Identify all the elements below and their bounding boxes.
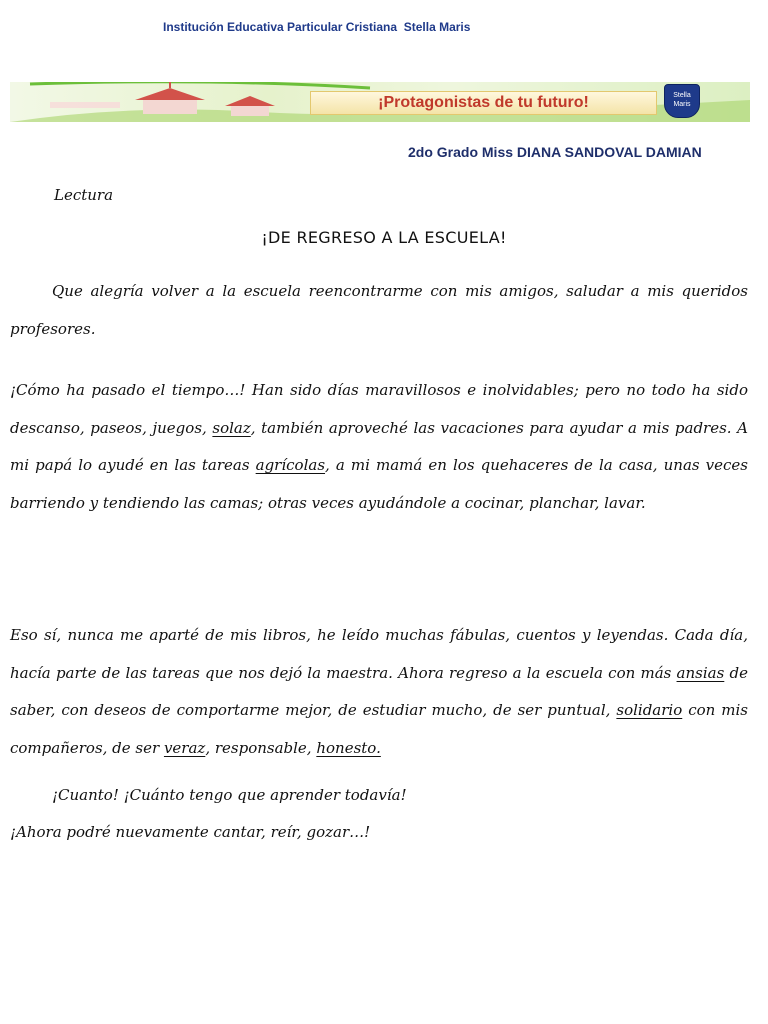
word-ansias: ansias	[676, 663, 725, 682]
banner-slogan: ¡Protagonistas de tu futuro!	[310, 91, 657, 115]
paragraph-1: Que alegría volver a la escuela reencontrarme con mis amigos, saludar a mis queridos profesores.	[10, 282, 748, 338]
school-logo	[664, 84, 700, 118]
p3-text-d: , responsable,	[205, 738, 317, 757]
exclamation-line-1: ¡Cuanto! ¡Cuánto tengo que aprender todavía!	[52, 786, 407, 804]
paragraph-2	[10, 372, 748, 522]
word-solidario: solidario	[616, 701, 683, 720]
paragraph-3	[10, 617, 748, 767]
institution-name: Institución Educativa Particular Cristiana Stella Maris	[163, 20, 471, 34]
header-banner	[10, 82, 750, 122]
p2-text-b: , también aproveché las vacaciones para ayudar a mis padres. A mi papá lo ayudé en las tareas	[10, 418, 748, 475]
p3-text-a: Eso sí, nunca me aparté de mis libros, he leído muchas fábulas, cuentos y leyendas. Cada día, hacía parte de las tareas que nos dejó la maestra. Ahora regreso a la escuela con más	[10, 626, 748, 682]
word-veraz: veraz	[163, 738, 206, 757]
word-solaz: solaz	[212, 418, 251, 437]
p2-text-c: , a mi mamá en los quehaceres de la casa, unas veces barriendo y tendiendo las camas; otras veces ayudándole a cocinar, planchar, lavar.	[10, 456, 748, 512]
exclamation-line-2: ¡Ahora podré nuevamente cantar, reír, gozar…!	[10, 823, 371, 841]
logo-text: Stella Maris	[673, 92, 691, 108]
reading-title: ¡DE REGRESO A LA ESCUELA!	[261, 228, 507, 247]
reading-label: Lectura	[54, 186, 114, 204]
p3-text-c: con mis compañeros, de ser	[10, 701, 748, 757]
word-agricolas: agrícolas	[255, 456, 326, 475]
grade-teacher-line: 2do Grado Miss DIANA SANDOVAL DAMIAN	[408, 144, 702, 160]
p3-text-b: de saber, con deseos de comportarme mejor, de estudiar mucho, de ser puntual,	[10, 663, 748, 720]
p2-text-a: ¡Cómo ha pasado el tiempo…! Han sido días maravillosos e inolvidables; pero no todo ha sido descanso, paseos, juegos,	[10, 381, 748, 437]
word-honesto: honesto.	[316, 738, 381, 757]
